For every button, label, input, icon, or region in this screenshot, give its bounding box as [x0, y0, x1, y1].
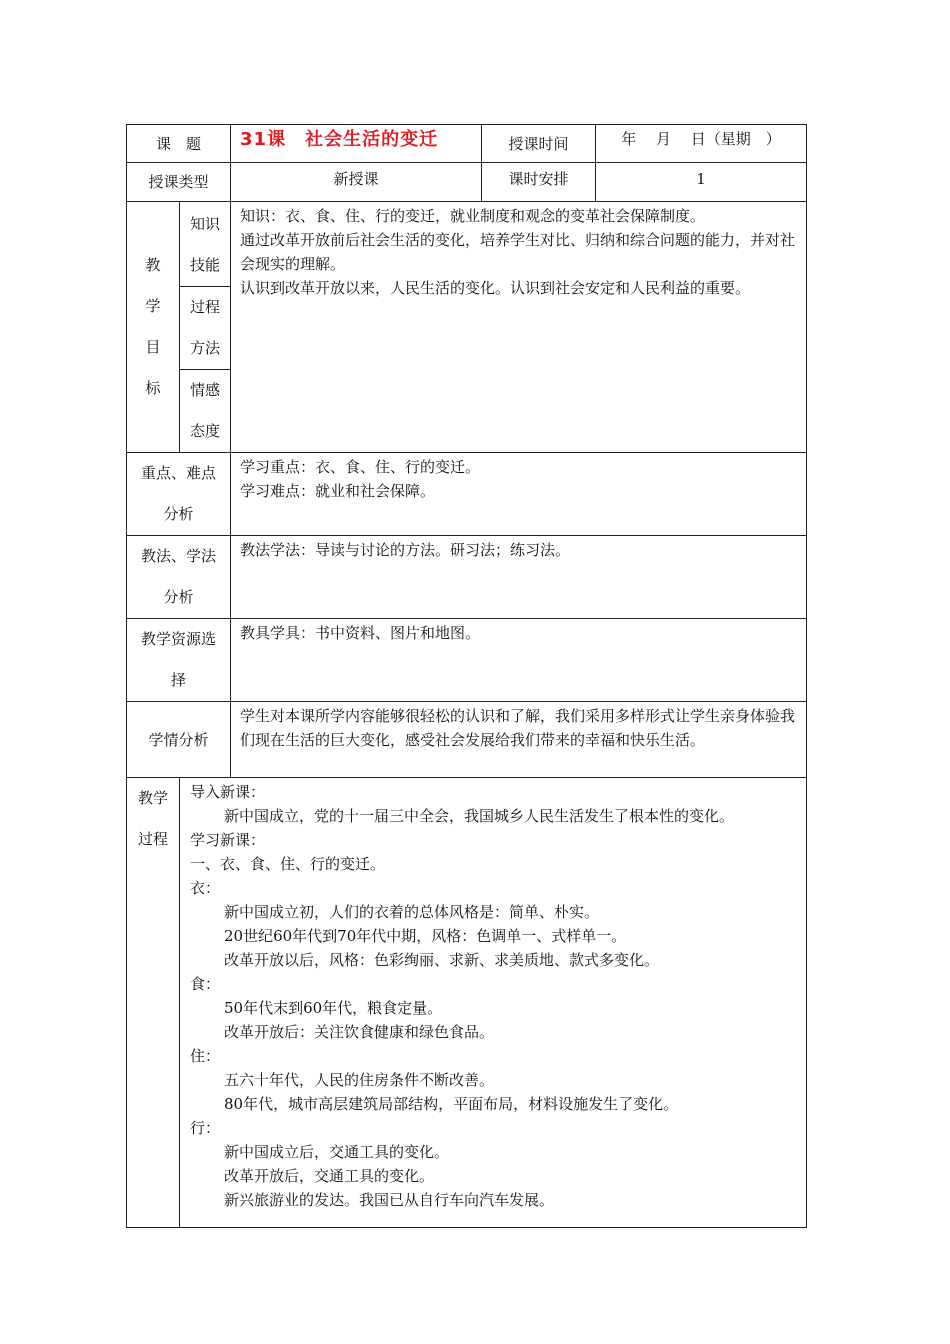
resources-label [127, 619, 231, 702]
topic-row [127, 125, 807, 163]
label-line: 教学资源选 [141, 630, 217, 648]
sublabel-line: 态度 [190, 422, 221, 440]
sublabel-line: 方法 [190, 339, 221, 357]
lesson-plan-table [126, 124, 807, 1228]
objectives-row-knowledge [127, 202, 807, 287]
key-points-label [127, 453, 231, 536]
student-analysis-row [127, 702, 807, 778]
label-line: 过程 [137, 830, 168, 848]
process-line: 改革开放后，交通工具的变化。 [224, 1167, 435, 1185]
time-label: 授课时间 [482, 125, 596, 163]
process-line: 新中国成立初，人们的衣着的总体风格是：简单、朴实。 [224, 903, 600, 921]
label-line: 分析 [163, 588, 194, 606]
label-line: 教法、学法 [141, 547, 217, 565]
process-line: 改革开放后：关注饮食健康和绿色食品。 [224, 1023, 495, 1041]
process-line: 五六十年代，人民的住房条件不断改善。 [224, 1071, 495, 1089]
process-row [127, 778, 807, 1228]
process-line: 新中国成立，党的十一届三中全会，我国城乡人民生活发生了根本性的变化。 [224, 807, 735, 825]
process-line: 新中国成立后，交通工具的变化。 [224, 1143, 450, 1161]
objectives-label-char: 标 [145, 379, 161, 397]
student-analysis-label: 学情分析 [127, 702, 231, 778]
label-line: 教学 [137, 789, 168, 807]
process-line: 改革开放以后，风格：色彩绚丽、求新、求美质地、款式多变化。 [224, 951, 660, 969]
label-line: 重点、难点 [141, 464, 217, 482]
type-label: 授课类型 [127, 163, 231, 202]
process-line: 导入新课： [190, 783, 266, 801]
key-point-line: 学习重点：衣、食、住、行的变迁。 [240, 458, 481, 476]
type-row [127, 163, 807, 202]
process-line: 新兴旅游业的发达。我国已从自行车向汽车发展。 [224, 1191, 555, 1209]
topic-label: 课 题 [127, 125, 231, 163]
topic-title-cell [231, 125, 482, 163]
objectives-label-char: 教 [145, 256, 161, 274]
methods-content: 教法学法：导读与讨论的方法。研习法；练习法。 [231, 536, 807, 619]
type-value: 新授课 [231, 163, 482, 202]
objective-sublabel-knowledge [180, 202, 231, 287]
objective-sublabel-process [180, 287, 231, 370]
process-content [180, 778, 807, 1228]
time-value: 年 月 日（星期 ） [596, 125, 807, 163]
key-points-row [127, 453, 807, 536]
process-line: 20世纪60年代到70年代中期，风格：色调单一、式样单一。 [224, 927, 627, 945]
process-line: 一、衣、食、住、行的变迁。 [190, 855, 386, 873]
process-line: 衣： [190, 879, 221, 897]
hours-label: 课时安排 [482, 163, 596, 202]
methods-row [127, 536, 807, 619]
objectives-label-char: 目 [145, 338, 161, 356]
process-lines [190, 780, 800, 1212]
sublabel-line: 知识 [190, 215, 221, 233]
objective-line: 认识到改革开放以来，人民生活的变化。认识到社会安定和人民利益的重要。 [240, 279, 751, 297]
key-points-content [231, 453, 807, 536]
objectives-content [231, 202, 807, 453]
objectives-label-char: 学 [145, 297, 161, 315]
process-line: 80年代，城市高层建筑局部结构，平面布局，材料设施发生了变化。 [224, 1095, 679, 1113]
process-line: 学习新课： [190, 831, 266, 849]
resources-row [127, 619, 807, 702]
objective-line: 通过改革开放前后社会生活的变化，培养学生对比、归纳和综合问题的能力，并对社会现实的理解。 [240, 231, 796, 273]
process-line: 行： [190, 1119, 221, 1137]
sublabel-line: 情感 [190, 381, 221, 399]
label-line: 择 [171, 671, 187, 689]
lesson-title: 31课 社会生活的变迁 [240, 129, 439, 150]
methods-label [127, 536, 231, 619]
process-line: 住： [190, 1047, 221, 1065]
process-line: 食： [190, 975, 221, 993]
objective-sublabel-attitude [180, 370, 231, 453]
sublabel-line: 技能 [190, 256, 221, 274]
resources-content: 教具学具：书中资料、图片和地图。 [231, 619, 807, 702]
hours-value: 1 [596, 163, 807, 202]
student-analysis-content: 学生对本课所学内容能够很轻松的认识和了解，我们采用多样形式让学生亲身体验我们现在生活的巨大变化，感受社会发展给我们带来的幸福和快乐生活。 [231, 702, 807, 778]
objectives-group-label [127, 202, 180, 453]
process-label [127, 778, 180, 1228]
label-line: 分析 [163, 505, 194, 523]
process-line: 50年代末到60年代，粮食定量。 [224, 999, 443, 1017]
sublabel-line: 过程 [190, 298, 221, 316]
key-point-line: 学习难点：就业和社会保障。 [240, 482, 436, 500]
objective-line: 知识：衣、食、住、行的变迁，就业制度和观念的变革社会保障制度。 [240, 207, 706, 225]
